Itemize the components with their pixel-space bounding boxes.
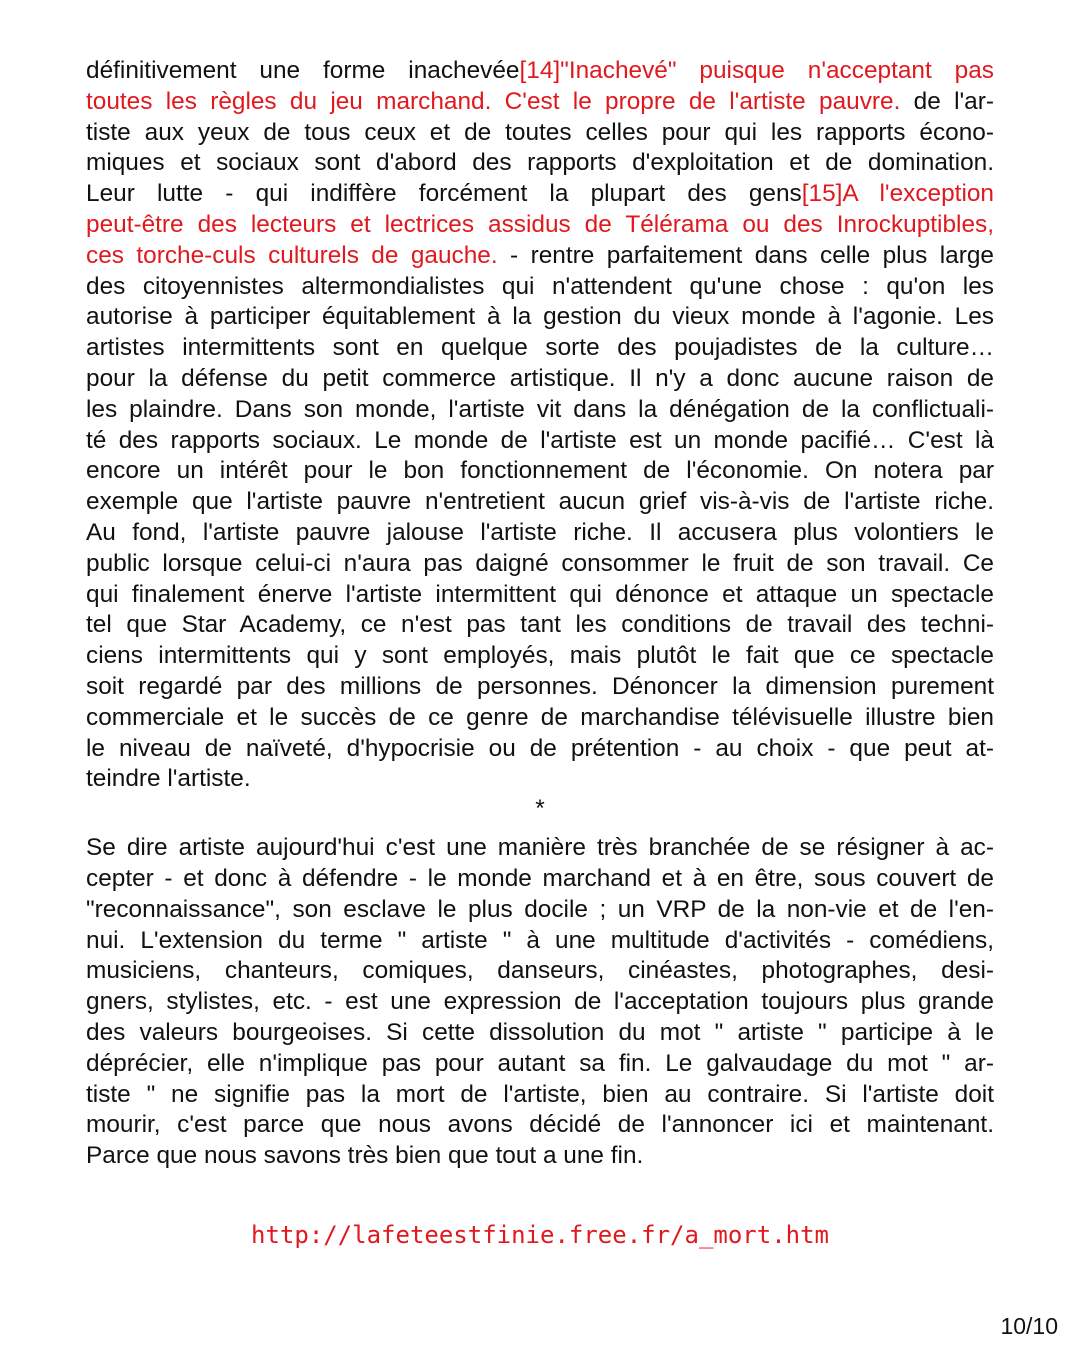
text-line	[86, 987, 994, 1018]
line-text: qui finalement énerve l'artiste intermittent qui dénonce et attaque un spectacle	[86, 580, 994, 608]
text-line	[86, 272, 994, 303]
line-text: miques et sociaux sont d'abord des rapports d'exploitation et de domination.	[86, 149, 994, 177]
line-text: le niveau de naïveté, d'hypocrisie ou de prétention - au choix - que peut at-	[86, 734, 994, 762]
text-line	[86, 487, 994, 518]
text-line	[86, 764, 994, 795]
line-text: Parce que nous savons très bien que tout a une fin.	[86, 1142, 644, 1170]
text-line	[86, 118, 994, 149]
line-text: encore un intérêt pour le bon fonctionnement de l'économie. On notera par	[86, 457, 994, 485]
text-line	[86, 56, 994, 87]
line-text: ciens intermittents qui y sont employés, mais plutôt le fait que ce spectacle	[86, 642, 994, 670]
text-line	[86, 364, 994, 395]
line-text: définitivement une forme inachevée	[86, 57, 520, 84]
line-text: gners, stylistes, etc. - est une expression de l'acceptation toujours plus grande	[86, 988, 994, 1016]
line-text: tiste aux yeux de tous ceux et de toutes celles pour qui les rapports écono-	[86, 118, 994, 146]
paragraph-2	[86, 833, 994, 1172]
section-separator: *	[535, 795, 545, 823]
line-text: Leur lutte - qui indiffère forcément la plupart des gens	[86, 180, 802, 208]
footnote-text: peut-être des lecteurs et lectrices assidus de Télérama ou des Inrockuptibles,	[86, 210, 994, 238]
text-line	[86, 580, 994, 611]
line-text: pour la défense du petit commerce artistique. Il n'y a donc aucune raison de	[86, 364, 994, 392]
text-line	[86, 395, 994, 426]
text-line	[86, 956, 994, 987]
text-line	[86, 703, 994, 734]
line-text: tel que Star Academy, ce n'est pas tant les conditions de travail des techni-	[86, 611, 994, 639]
text-line	[86, 641, 994, 672]
footnote-text: ces torche-culs culturels de gauche.	[86, 241, 498, 269]
line-text: Au fond, l'artiste pauvre jalouse l'artiste riche. Il accusera plus volontiers le	[86, 518, 994, 546]
text-line	[86, 734, 994, 765]
line-text: té des rapports sociaux. Le monde de l'artiste est un monde pacifié… C'est là	[86, 426, 994, 454]
line-text: mourir, c'est parce que nous avons décidé de l'annoncer ici et maintenant.	[86, 1111, 994, 1139]
text-line	[86, 210, 994, 241]
text-line	[86, 518, 994, 549]
line-text: autorise à participer équitablement à la gestion du vieux monde à l'agonie. Les	[86, 303, 994, 331]
line-text: déprécier, elle n'implique pas pour autant sa fin. Le galvaudage du mot " ar-	[86, 1049, 994, 1077]
line-text: teindre l'artiste.	[86, 765, 251, 793]
line-text: public lorsque celui-ci n'aura pas daigné consommer le fruit de son travail. Ce	[86, 549, 994, 577]
text-line	[86, 148, 994, 179]
line-text: soit regardé par des millions de personnes. Dénoncer la dimension purement	[86, 672, 994, 700]
page-number: 10/10	[1000, 1313, 1058, 1339]
text-line	[86, 1110, 994, 1141]
text-line	[86, 864, 994, 895]
line-text: exemple que l'artiste pauvre n'entretient aucun grief vis-à-vis de l'artiste riche.	[86, 488, 994, 516]
line-text: des valeurs bourgeoises. Si cette dissolution du mot " artiste " participe à le	[86, 1018, 994, 1046]
line-text: tiste " ne signifie pas la mort de l'artiste, bien au contraire. Si l'artiste doit	[86, 1080, 994, 1108]
line-text: "reconnaissance", son esclave le plus docile ; un VRP de la non-vie et de l'en-	[86, 895, 994, 923]
text-line	[86, 1049, 994, 1080]
text-line	[86, 87, 994, 118]
text-line	[86, 241, 994, 272]
text-line	[86, 926, 994, 957]
text-line	[86, 1141, 994, 1172]
text-line	[86, 302, 994, 333]
text-line	[86, 456, 994, 487]
footnote-text: [15]A l'exception	[801, 180, 995, 208]
paragraph-1	[86, 56, 994, 795]
line-text: cepter - et donc à défendre - le monde marchand et à en être, sous couvert de	[86, 864, 994, 892]
line-text: de l'ar-	[900, 87, 994, 115]
footnote-text: toutes les règles du jeu marchand. C'est le propre de l'artiste pauvre.	[86, 87, 901, 115]
line-text: commerciale et le succès de ce genre de marchandise télévisuelle illustre bien	[86, 703, 994, 731]
text-line	[86, 333, 994, 364]
line-text: des citoyennistes altermondialistes qui n'attendent qu'une chose : qu'on les	[86, 272, 994, 300]
text-line	[86, 672, 994, 703]
text-line	[86, 610, 994, 641]
line-text: - rentre parfaitement dans celle plus large	[497, 241, 994, 269]
line-text: nui. L'extension du terme " artiste " à une multitude d'activités - comédiens,	[86, 926, 994, 954]
text-line	[86, 549, 994, 580]
text-line	[86, 1080, 994, 1111]
text-line	[86, 426, 994, 457]
line-text: musiciens, chanteurs, comiques, danseurs, cinéastes, photographes, desi-	[86, 957, 994, 985]
line-text: artistes intermittents sont en quelque sorte des poujadistes de la culture…	[86, 334, 994, 362]
source-link[interactable]: http://lafeteestfinie.free.fr/a_mort.htm	[251, 1221, 829, 1249]
text-line	[86, 833, 994, 864]
text-line	[86, 1018, 994, 1049]
text-line	[86, 179, 994, 210]
text-line	[86, 895, 994, 926]
body-text	[86, 56, 994, 1172]
line-text: Se dire artiste aujourd'hui c'est une manière très branchée de se résigner à ac-	[86, 834, 994, 862]
footnote-text: [14]"Inachevé" puisque n'acceptant pas	[519, 57, 995, 84]
line-text: les plaindre. Dans son monde, l'artiste vit dans la dénégation de la conflictuali-	[86, 395, 994, 423]
